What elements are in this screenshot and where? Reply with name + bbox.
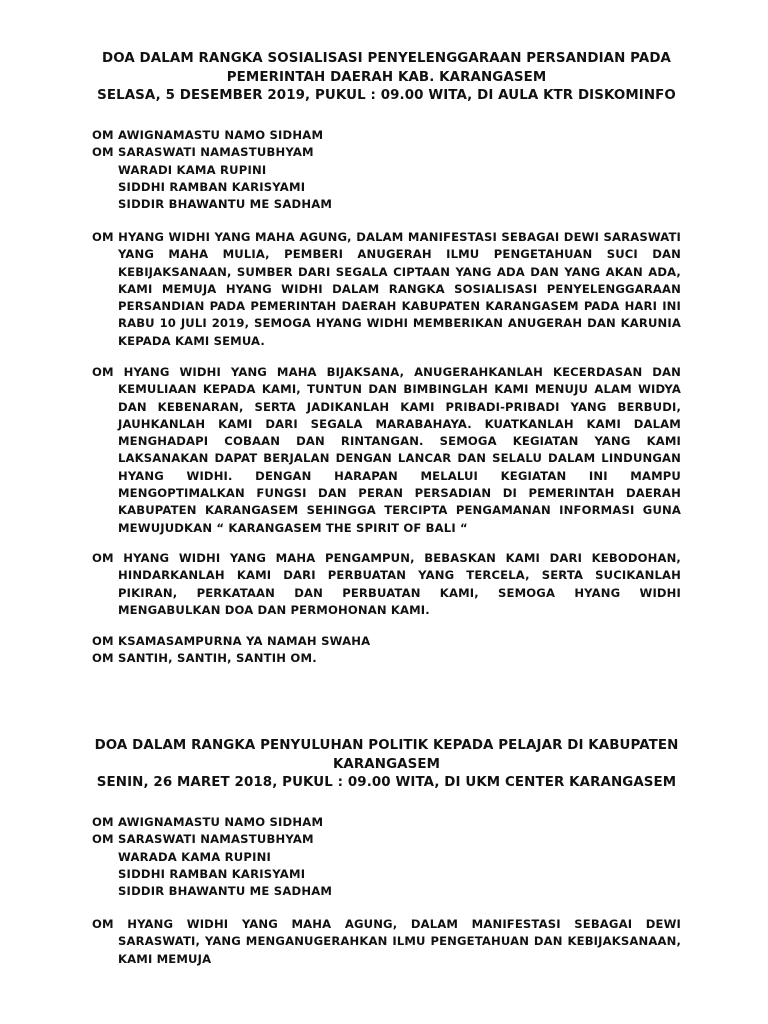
doc2-opening-mantra xyxy=(92,814,681,900)
mantra-line: OM KSAMASAMPURNA YA NAMAH SWAHA xyxy=(92,634,371,648)
doc1-closing-mantra xyxy=(92,633,681,668)
mantra-line: OM AWIGNAMASTU NAMO SIDHAM xyxy=(92,815,324,829)
prayer-paragraph: OM HYANG WIDHI YANG MAHA PENGAMPUN, BEBASKAN KAMI DARI KEBODOHAN, HINDARKANLAH KAMI DARI PERBUATAN YANG TERCELA, SERTA SUCIKANLAH PIKIRAN, PERKATAAN DAN PERBUATAN KAMI, SEMOGA HYANG WIDHI MENGABULKAN DOA DAN PERMOHONAN KAMI. xyxy=(92,551,681,617)
doc1-opening-mantra xyxy=(92,127,681,213)
doc1-title-block xyxy=(92,50,681,106)
prayer-paragraph: OM HYANG WIDHI YANG MAHA AGUNG, DALAM MANIFESTASI SEBAGAI DEWI SARASWATI, YANG MENGANUGERAHKAN ILMU PENGETAHUAN DAN KEBIJAKSANAAN, KAMI MEMUJA xyxy=(92,917,681,966)
doc2-title-line-2: KARANGASEM xyxy=(332,756,441,772)
doc1-paragraph-1 xyxy=(92,229,681,350)
doc1-paragraph-2 xyxy=(92,364,681,537)
mantra-line: OM AWIGNAMASTU NAMO SIDHAM xyxy=(92,128,324,142)
doc2-title-line-1: DOA DALAM RANGKA PENYULUHAN POLITIK KEPADA PELAJAR DI KABUPATEN xyxy=(94,738,679,753)
doc1-title-line-3: SELASA, 5 DESEMBER 2019, PUKUL : 09.00 WITA, DI AULA KTR DISKOMINFO xyxy=(97,88,676,103)
prayer-paragraph: OM HYANG WIDHI YANG MAHA AGUNG, DALAM MANIFESTASI SEBAGAI DEWI SARASWATI YANG MAHA MULIA, PEMBERI ANUGERAH ILMU PENGETAHUAN SUCI DAN KEBIJAKSANAAN, SUMBER DARI SEGALA CIPTAAN YANG ADA DAN YANG AKAN ADA, KAMI MEMUJA HYANG WIDHI DALAM RANGKA SOSIALISASI PENYELENGGARAAN PERSANDIAN PADA PEMERINTAH DAERAH KABUPATEN KARANGASEM PADA HARI INI RABU 10 JULI 2019, SEMOGA HYANG WIDHI MEMBERIKAN ANUGERAH DAN KARUNIA KEPADA KAMI SEMUA. xyxy=(92,230,681,348)
mantra-line: WARADI KAMA RUPINI xyxy=(118,162,267,177)
mantra-line: OM SARASWATI NAMASTUBHYAM xyxy=(92,832,314,847)
doc2-title-line-3: SENIN, 26 MARET 2018, PUKUL : 09.00 WITA, DI UKM CENTER KARANGASEM xyxy=(96,775,677,790)
mantra-line: SIDDIR BHAWANTU ME SADHAM xyxy=(118,197,333,212)
doc1-paragraph-3 xyxy=(92,550,681,619)
mantra-line: OM SARASWATI NAMASTUBHYAM xyxy=(92,145,314,160)
mantra-line: SIDDIR BHAWANTU ME SADHAM xyxy=(118,884,333,899)
doc2-title-block xyxy=(92,737,681,793)
mantra-line: SIDDHI RAMBAN KARISYAMI xyxy=(118,179,306,194)
doc2-paragraph-1 xyxy=(92,916,681,968)
mantra-line: OM SANTIH, SANTIH, SANTIH OM. xyxy=(92,651,317,666)
doc1-title-line-2: PEMERINTAH DAERAH KAB. KARANGASEM xyxy=(226,69,547,85)
mantra-line: SIDDHI RAMBAN KARISYAMI xyxy=(118,866,306,881)
doc1-title-line-1: DOA DALAM RANGKA SOSIALISASI PENYELENGGARAAN PERSANDIAN PADA xyxy=(101,51,672,66)
prayer-paragraph: OM HYANG WIDHI YANG MAHA BIJAKSANA, ANUGERAHKANLAH KECERDASAN DAN KEMULIAAN KEPADA KAMI, TUNTUN DAN BIMBINGLAH KAMI MENUJU ALAM WIDYA DAN KEBENARAN, SERTA JADIKANLAH KAMI PRIBADI-PRIBADI YANG BERBUDI, JAUHKANLAH KAMI DARI SEGALA MARABAHAYA. KUATKANLAH KAMI DALAM MENGHADAPI COBAAN DAN RINTANGAN. SEMOGA KEGIATAN YANG KAMI LAKSANAKAN DAPAT BERJALAN DENGAN LANCAR DAN SELALU DALAM LINDUNGAN HYANG WIDHI. DENGAN HARAPAN MELALUI KEGIATAN INI MAMPU MENGOPTIMALKAN FUNGSI DAN PERAN PERSADIAN DI PEMERINTAH DAERAH KABUPATEN KARANGASEM SEHINGGA TERCIPTA PENGAMANAN INFORMASI GUNA MEWUJUDKAN “ KARANGASEM THE SPIRIT OF BALI “ xyxy=(92,365,681,535)
mantra-line: WARADA KAMA RUPINI xyxy=(118,849,272,864)
